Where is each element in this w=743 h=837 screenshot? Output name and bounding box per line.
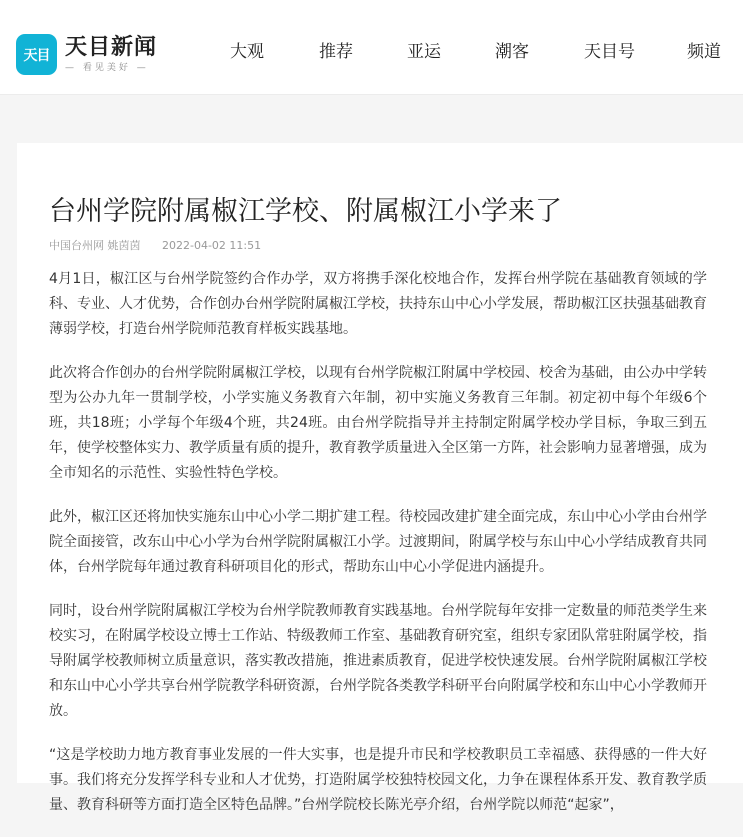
article-paragraph: 此次将合作创办的台州学院附属椒江学校，以现有台州学院椒江附属中学校园、校舍为基础，由公办中学转型为公办九年一贯制学校，小学实施义务教育六年制，初中实施义务教育三年制。初定初中每个年级6个班，共18班；小学每个年级4个班，共24班。由台州学院指导并主持制定附属学校办学目标，争取三到五年，使学校整体实力、教学质量有质的提升，教育教学质量进入全区第一方阵，社会影响力显著增强，成为全市知名的示范性、实验性特色学校。 [49, 365, 707, 481]
nav-item-daguan[interactable]: 大观 [230, 42, 264, 62]
article-paragraph: 4月1日，椒江区与台州学院签约合作办学，双方将携手深化校地合作，发挥台州学院在基础教育领域的学科、专业、人才优势，合作创办台州学院附属椒江学校，扶持东山中心小学发展，帮助椒江区扶强基础教育薄弱学校，打造台州学院师范教育样板实践基地。 [49, 271, 707, 337]
nav-item-yayun[interactable]: 亚运 [407, 42, 441, 62]
logo-mark-icon: 天目 [16, 34, 57, 75]
article-body [49, 267, 707, 837]
article-paragraph: 此外，椒江区还将加快实施东山中心小学二期扩建工程。待校园改建扩建全面完成，东山中心小学由台州学院全面接管，改东山中心小学为台州学院附属椒江小学。过渡期间，附属学校与东山中心小学结成教育共同体，台州学院每年通过教育科研项目化的形式，帮助东山中心小学促进内涵提升。 [49, 509, 707, 575]
top-bar [0, 0, 743, 95]
logo-slogan: — 看见美好 — [65, 62, 149, 73]
nav-item-tuijian[interactable]: 推荐 [319, 42, 353, 62]
logo-name: 天目新闻 [65, 34, 158, 60]
article-card [17, 143, 743, 813]
article-title: 台州学院附属椒江学校、附属椒江小学来了 [49, 196, 562, 227]
article-paragraph: 同时，设台州学院附属椒江学校为台州学院教师教育实践基地。台州学院每年安排一定数量的师范类学生来校实习，在附属学校设立博士工作站、特级教师工作室、基础教育研究室，组织专家团队常驻附属学校，指导附属学校教师树立质量意识，落实教改措施，推进素质教育，促进学校快速发展。台州学院附属椒江学校和东山中心小学共享台州学院教学科研资源，台州学院各类教学科研平台向附属学校和东山中心小学教师开放。 [49, 603, 707, 719]
article-paragraph: “这是学校助力地方教育事业发展的一件大实事，也是提升市民和学校教职员工幸福感、获得感的一件大好事。我们将充分发挥学科专业和人才优势，打造附属学校独特校园文化，力争在课程体系开发、教育教学质量、教育科研等方面打造全区特色品牌。”台州学院校长陈光亭介绍，台州学院以师范“起家”， [49, 747, 707, 813]
nav-item-pindao[interactable]: 频道 [687, 42, 721, 62]
article-source: 中国台州网 姚茵茵 [49, 239, 141, 252]
nav-item-chaoke[interactable]: 潮客 [495, 42, 529, 62]
article-date: 2022-04-02 11:51 [162, 239, 262, 252]
article-meta [49, 238, 279, 254]
nav-item-tianmuhao[interactable]: 天目号 [584, 42, 635, 62]
main-nav [0, 40, 743, 64]
